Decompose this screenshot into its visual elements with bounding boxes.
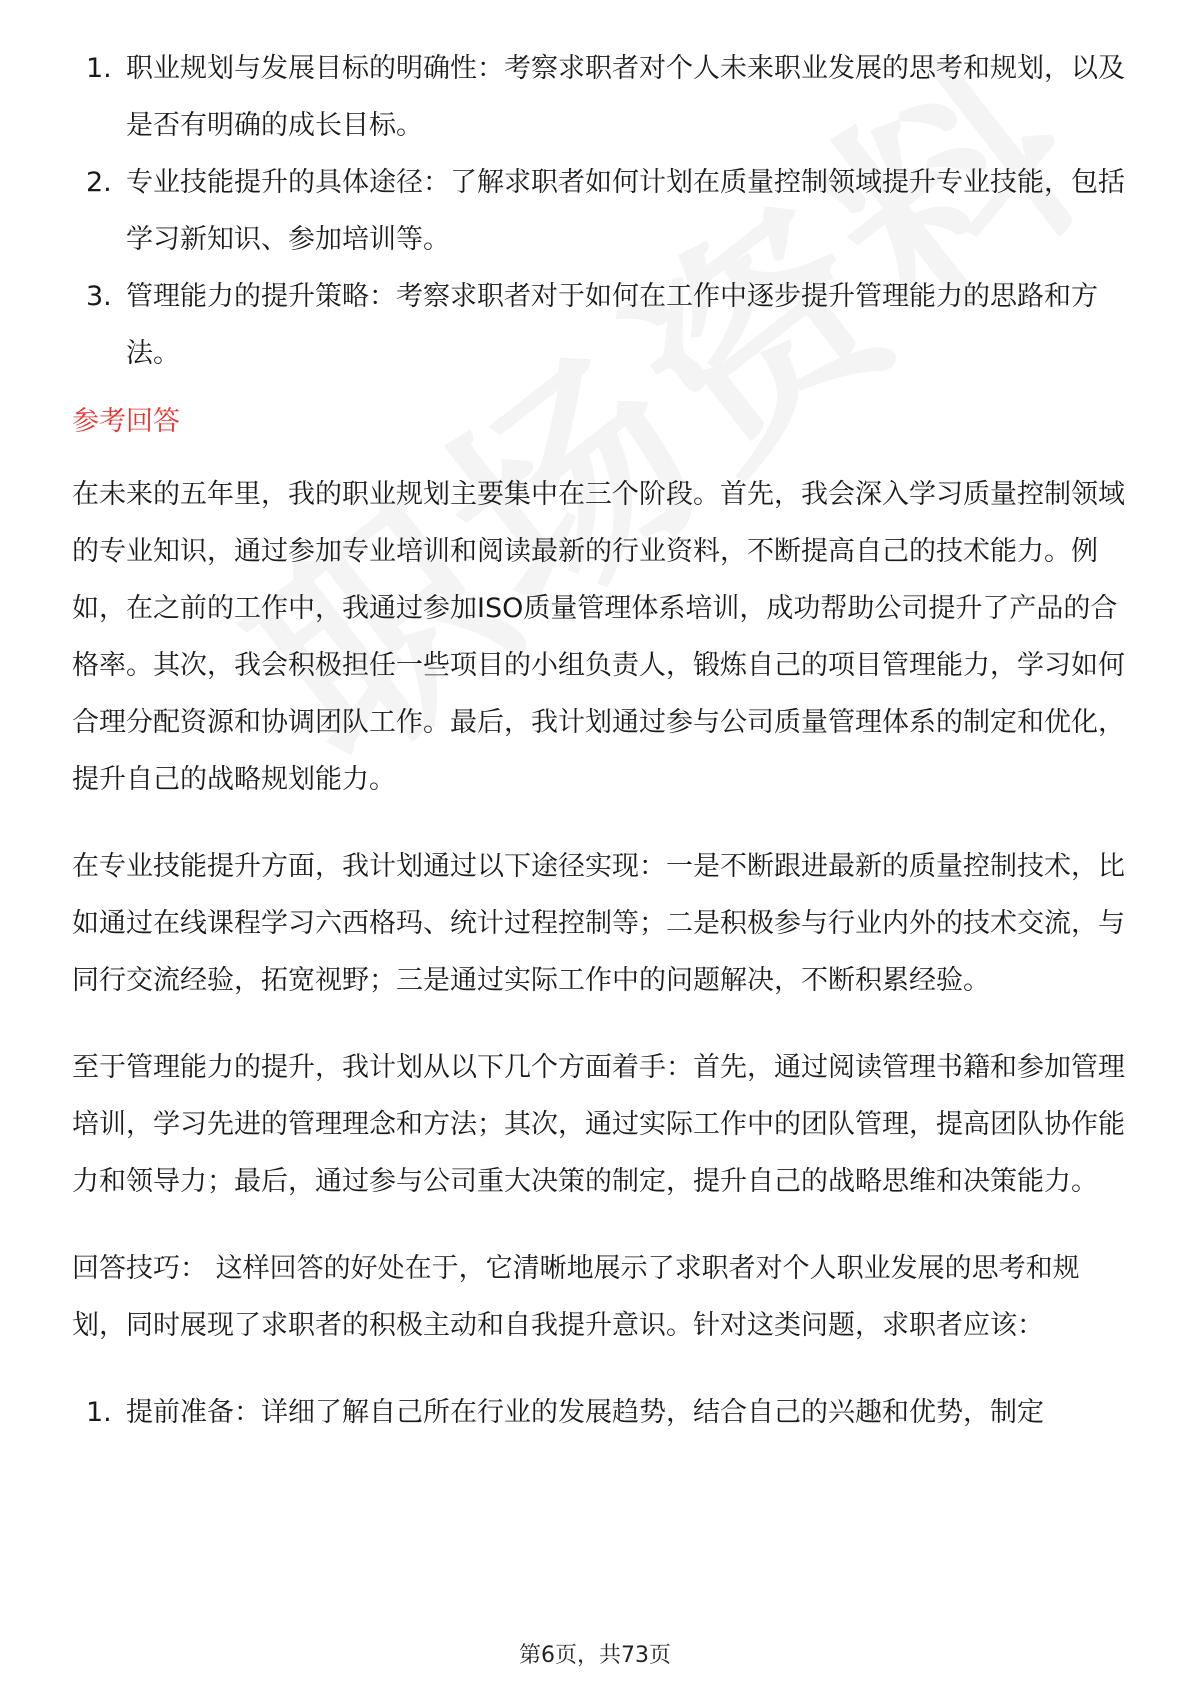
list-item	[72, 268, 1132, 382]
list-item	[72, 40, 1132, 154]
criteria-list	[72, 40, 1132, 382]
list-item	[72, 154, 1132, 268]
list-text: 管理能力的提升策略：考察求职者对于如何在工作中逐步提升管理能力的思路和方法。	[126, 281, 1098, 369]
list-number: 1.	[86, 1397, 112, 1428]
paragraph-2: 在专业技能提升方面，我计划通过以下途径实现：一是不断跟进最新的质量控制技术，比如通过在线课程学习六西格玛、统计过程控制等；二是积极参与行业内外的技术交流，与同行交流经验，拓宽视野；三是通过实际工作中的问题解决，不断积累经验。	[72, 851, 1125, 996]
list-number: 3.	[86, 281, 112, 312]
list-number: 2.	[86, 167, 112, 198]
list-number: 1.	[86, 53, 112, 84]
document-body	[72, 40, 1132, 1441]
section-title: 参考回答	[72, 406, 180, 437]
list-text: 职业规划与发展目标的明确性：考察求职者对个人未来职业发展的思考和规划，以及是否有明确的成长目标。	[126, 53, 1125, 141]
list-text: 提前准备：详细了解自己所在行业的发展趋势，结合自己的兴趣和优势，制定	[126, 1397, 1044, 1428]
page-number: 第6页，共73页	[519, 1643, 671, 1668]
list-item	[72, 1384, 1132, 1441]
answer-tips: 回答技巧： 这样回答的好处在于，它清晰地展示了求职者对个人职业发展的思考和规划，同时展现了求职者的积极主动和自我提升意识。针对这类问题，求职者应该：	[72, 1253, 1080, 1341]
tips-list	[72, 1384, 1132, 1441]
paragraph-3: 至于管理能力的提升，我计划从以下几个方面着手：首先，通过阅读管理书籍和参加管理培训，学习先进的管理理念和方法；其次，通过实际工作中的团队管理，提高团队协作能力和领导力；最后，通过参与公司重大决策的制定，提升自己的战略思维和决策能力。	[72, 1052, 1125, 1197]
paragraph-1: 在未来的五年里，我的职业规划主要集中在三个阶段。首先，我会深入学习质量控制领域的专业知识，通过参加专业培训和阅读最新的行业资料，不断提高自己的技术能力。例如，在之前的工作中，我通过参加ISO质量管理体系培训，成功帮助公司提升了产品的合格率。其次，我会积极担任一些项目的小组负责人，锻炼自己的项目管理能力，学习如何合理分配资源和协调团队工作。最后，我计划通过参与公司质量管理体系的制定和优化，提升自己的战略规划能力。	[72, 479, 1125, 795]
list-text: 专业技能提升的具体途径：了解求职者如何计划在质量控制领域提升专业技能，包括学习新知识、参加培训等。	[126, 167, 1125, 255]
